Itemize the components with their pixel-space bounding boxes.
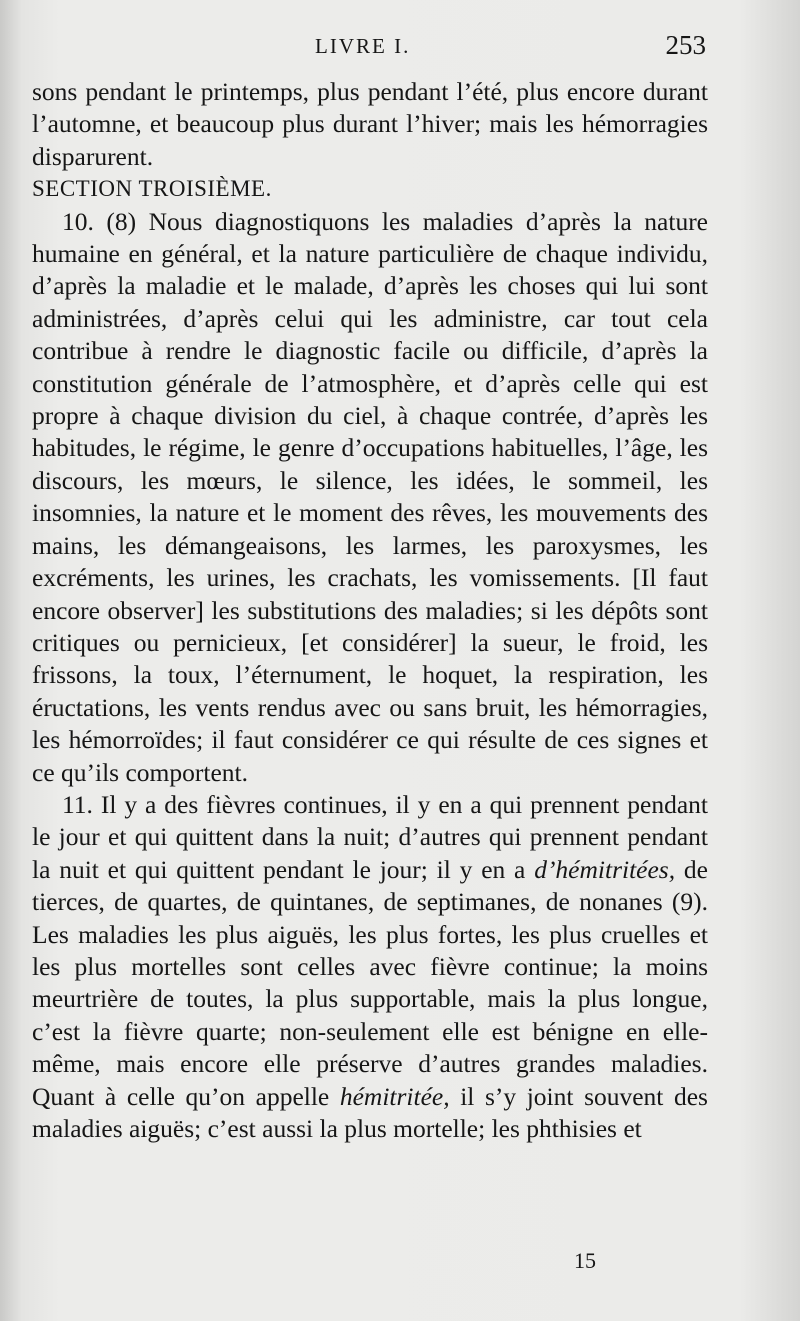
section-heading: SECTION TROISIÈME. bbox=[32, 176, 272, 202]
paragraph-11 bbox=[32, 789, 708, 1145]
paragraph-text: de tierces, de quartes, de quintanes, de septimanes, de nonanes (9). Les maladies les plus aiguës, les plus fortes, les plus cruelles et les plus mortelles sont celles avec fièvre continue; la moins meurtrière de toutes, la plus supportable, mais la plus longue, c’est la fièvre quarte; non-seulement elle est bénigne en elle-même, mais encore elle préserve d’autres grandes maladies. Quant à celle qu’on appelle bbox=[32, 854, 708, 1111]
paragraph-text: (8) Nous diagnostiquons les maladies d’après la nature humaine en général, et la nature particulière de chaque individu, d’après la maladie et le malade, d’après les choses qui lui sont administrées, d’après celui qui les administre, car tout cela contribue à rendre le diagnostic facile ou difficile, d’après la constitution générale de l’atmosphère, et d’après celle qui est propre à chaque division du ciel, à chaque contrée, d’après les habitudes, le régime, le genre d’occupations habituelles, l’âge, les discours, les mœurs, le silence, les idées, le sommeil, les insomnies, la nature et le moment des rêves, les mouvements des mains, les démangeaisons, les larmes, les paroxysmes, les excréments, les urines, les crachats, les vomissements. [Il faut encore observer] les substitutions des maladies; si les dépôts sont critiques ou pernicieux, [et considérer] la sueur, le froid, les frissons, la toux, l’éternument, le hoquet, la respiration, les éructations, les vents rendus avec ou sans bruit, les hémorragies, les hémorroïdes; il faut considérer ce qui résulte de ces signes et ce qu’ils comportent. bbox=[32, 206, 708, 787]
signature-mark: 15 bbox=[574, 1248, 596, 1273]
page-number: 253 bbox=[665, 30, 706, 60]
paragraph-text: il s’y joint souvent des maladies aiguës; c’est aussi la plus mortelle; les phthisies et bbox=[32, 1081, 708, 1143]
paragraph-10 bbox=[32, 206, 708, 789]
italic-term: d’hémitritées, bbox=[534, 854, 676, 884]
running-head-title: LIVRE I. bbox=[315, 34, 411, 58]
italic-term: hémitritée, bbox=[339, 1081, 450, 1111]
book-page bbox=[32, 26, 708, 1145]
running-head bbox=[32, 26, 708, 70]
paragraph-number: 11. bbox=[62, 789, 93, 819]
body-text bbox=[32, 76, 708, 1145]
paragraph-text: Il y a des fièvres continues, il y en a qui prennent pendant le jour et qui quittent dans la nuit; d’autres qui prennent pendant la nuit et qui quittent pendant le jour; il y en a bbox=[32, 789, 708, 884]
paragraph-number: 10. bbox=[62, 206, 94, 236]
continuation-paragraph: sons pendant le printemps, plus pendant l’été, plus encore durant l’automne, et beaucoup plus durant l’hiver; mais les hémorragies disparurent. bbox=[32, 77, 708, 171]
